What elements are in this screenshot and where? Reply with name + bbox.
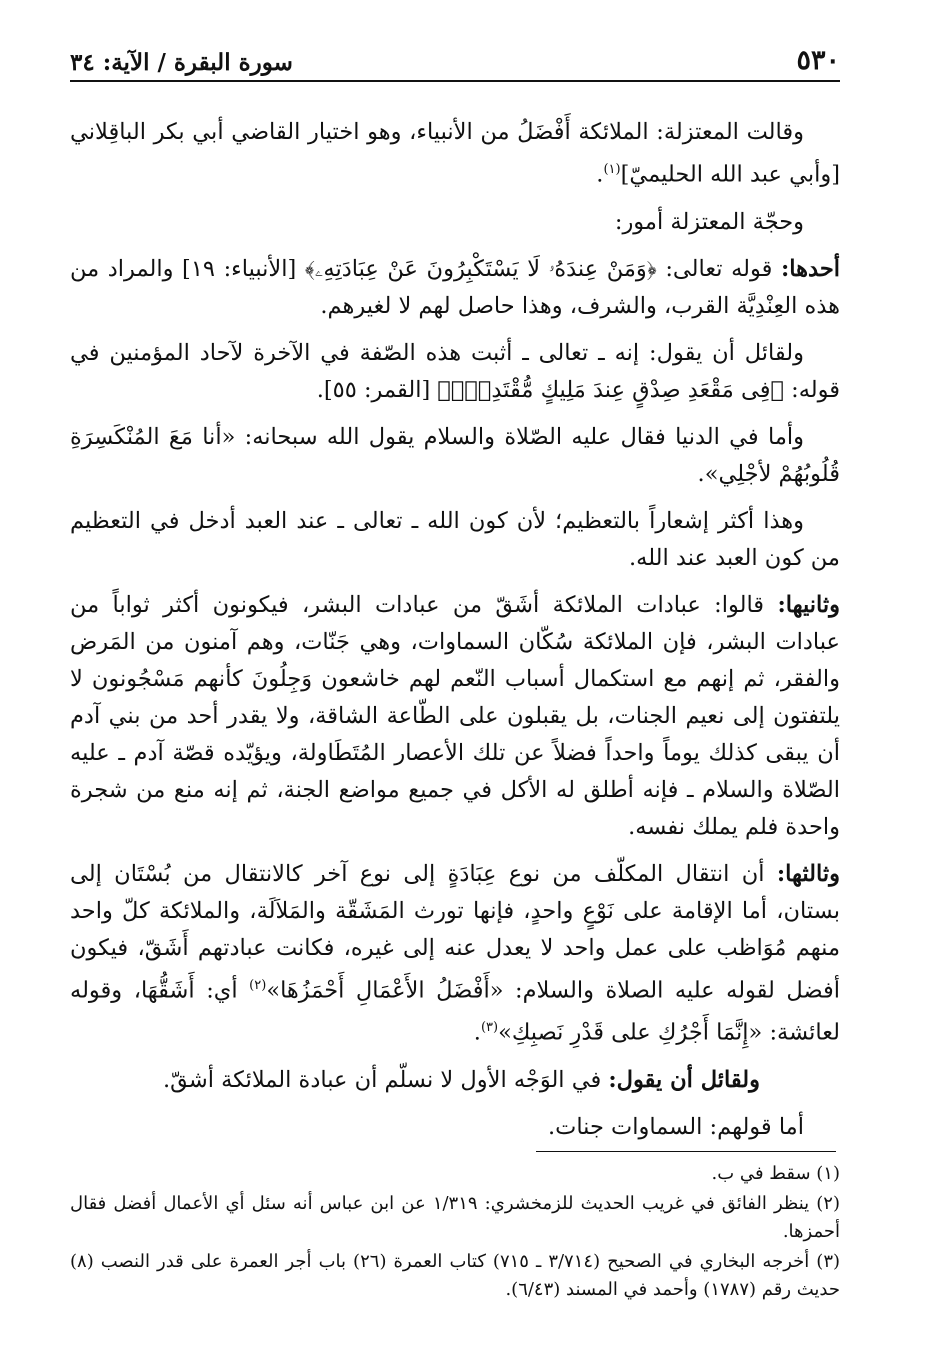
argument-label: وثانيها: bbox=[777, 591, 841, 618]
paragraph-text: في الوَجْه الأول لا نسلّم أن عبادة الملائكة أشقّ. bbox=[162, 1066, 602, 1093]
main-text bbox=[70, 114, 840, 1156]
paragraph-text: وأما في الدنيا فقال عليه الصّلاة والسلام يقول الله سبحانه: «أنا مَعَ المُنْكَسِرَةِ قُلُوبُهُمْ لأجْلِي». bbox=[70, 423, 840, 487]
footnote-3: (٣) أخرجه البخاري في الصحيح (٣/٧١٤ ـ ٧١٥) كتاب العمرة (٢٦) باب أجر العمرة على قدر النصب (٨) حديث رقم (١٧٨٧) وأحمد في المسند (٦/٤٣). bbox=[70, 1251, 841, 1300]
paragraph-text: أن انتقال المكلّف من نوع عِبَادَةٍ إلى نوع آخر كالانتقال من بُسْتَان إلى بستان، أما الإقامة على نَوْعٍ واحدٍ، فإنها تورث المَشَقّة والمَلاَلَة، والملائكة كلّ واحد منهم مُوَاظب على عمل واحد لا يعدل عنه إلى غيره، فكانت عبادتهم أَشَقّ، فيكون أفضل لقوله عليه الصلاة والسلام: «أَفْضَلُ الأَعْمَالِ أَحْمَزُهَا» bbox=[70, 860, 840, 1003]
paragraph-hadith-qudsi bbox=[70, 419, 840, 493]
paragraph-text: ولقائل أن يقول: إنه ـ تعالى ـ أثبت هذه الصّفة في الآخرة لآحاد المؤمنين في قوله: ﴿فِى مَقْعَدِ صِدْقٍ عِندَ مَلِيكٍ مُّقْتَدِرٍۭ﴾ [القمر: ٥٥]. bbox=[70, 339, 840, 403]
paragraph-text: وقالت المعتزلة: الملائكة أَفْضَلُ من الأنبياء، وهو اختيار القاضي أبي بكر الباقِلاني [وأبي عبد الله الحليميّ] bbox=[70, 119, 840, 188]
paragraph-third-argument bbox=[70, 856, 840, 1052]
paragraph-arguments-intro bbox=[70, 204, 840, 241]
paragraph-end: . bbox=[473, 1019, 481, 1046]
footnote-ref-2[interactable]: (٢) bbox=[249, 977, 267, 993]
footnote-1: (١) سقط في ب. bbox=[711, 1163, 840, 1184]
paragraph-mutazila-view bbox=[70, 114, 840, 194]
paragraph-text: قالوا: عبادات الملائكة أشَقّ من عبادات البشر، فيكونون أكثر ثواباً من عبادات البشر، فإن الملائكة سُكّان السماوات، وهي جَنّات، وهم آمنون من المَرض والفقر، ثم إنهم مع استكمال أسباب النّعم لهم خاشعون وَجِلُونَ كأنهم مَسْجُونون لا يلتفتون إلى نعيم الجنات، بل يقبلون على الطّاعة الشاقة، ولا يقدر أحد من بني آدم أن يبقى كذلك يوماً واحداً فضلاً عن تلك الأعصار المُتَطَاولة، ويؤيّده قصّة آدم ـ عليه الصّلاة والسلام ـ فإنه أطلق له الأكل في جميع مواضع الجنة، ثم إنه منع من شجرة واحدة فلم يملك نفسه. bbox=[70, 591, 840, 840]
paragraph-text: وحجّة المعتزلة أمور: bbox=[614, 208, 804, 235]
argument-label: أحدها: bbox=[781, 255, 840, 282]
page-header bbox=[70, 40, 840, 82]
argument-label: وثالثها: bbox=[776, 860, 840, 887]
page-number: ٥٣٠ bbox=[796, 45, 840, 76]
paragraph-rebuttal-1 bbox=[70, 335, 840, 409]
paragraph-rebuttal-2 bbox=[70, 1062, 840, 1099]
running-title: سورة البقرة / الآية: ٣٤ bbox=[70, 49, 293, 76]
footnote-ref-1[interactable]: (١) bbox=[603, 162, 621, 177]
footnote-separator bbox=[536, 1151, 836, 1152]
footnotes bbox=[70, 1160, 840, 1306]
footnote-2: (٢) ينظر الفائق في غريب الحديث للزمخشري: ١/٣١٩ عن ابن عباس أنه سئل أي الأعمال أفضل فقال أحمزها. bbox=[70, 1193, 840, 1242]
argument-label: ولقائل أن يقول: bbox=[608, 1066, 760, 1093]
paragraph-glorification bbox=[70, 503, 840, 577]
paragraph-first-argument bbox=[70, 251, 840, 325]
paragraph-end: . bbox=[596, 161, 604, 188]
paragraph-text: قوله تعالى: ﴿وَمَنْ عِندَهُۥ لَا يَسْتَكْبِرُونَ عَنْ عِبَادَتِهِۦ﴾ [الأنبياء: ١٩] والمراد من هذه العِنْدِيَّة القرب، والشرف، وهذا حاصل لهم لا لغيرهم. bbox=[70, 255, 840, 319]
paragraph-text: وهذا أكثر إشعاراً بالتعظيم؛ لأن كون الله ـ تعالى ـ عند العبد أدخل في التعظيم من كون العبد عند الله. bbox=[70, 507, 840, 571]
footnote-ref-3[interactable]: (٣) bbox=[480, 1020, 499, 1035]
paragraph-second-argument bbox=[70, 587, 840, 846]
paragraph-heavens-gardens bbox=[70, 1109, 840, 1146]
paragraph-text: أي: أَشَقُّهَا، وقوله لعائشة: «إِنَّمَا أَجْرُكِ على قَدْرِ نَصبِكِ» bbox=[70, 977, 840, 1046]
paragraph-text: أما قولهم: السماوات جنات. bbox=[547, 1113, 804, 1140]
